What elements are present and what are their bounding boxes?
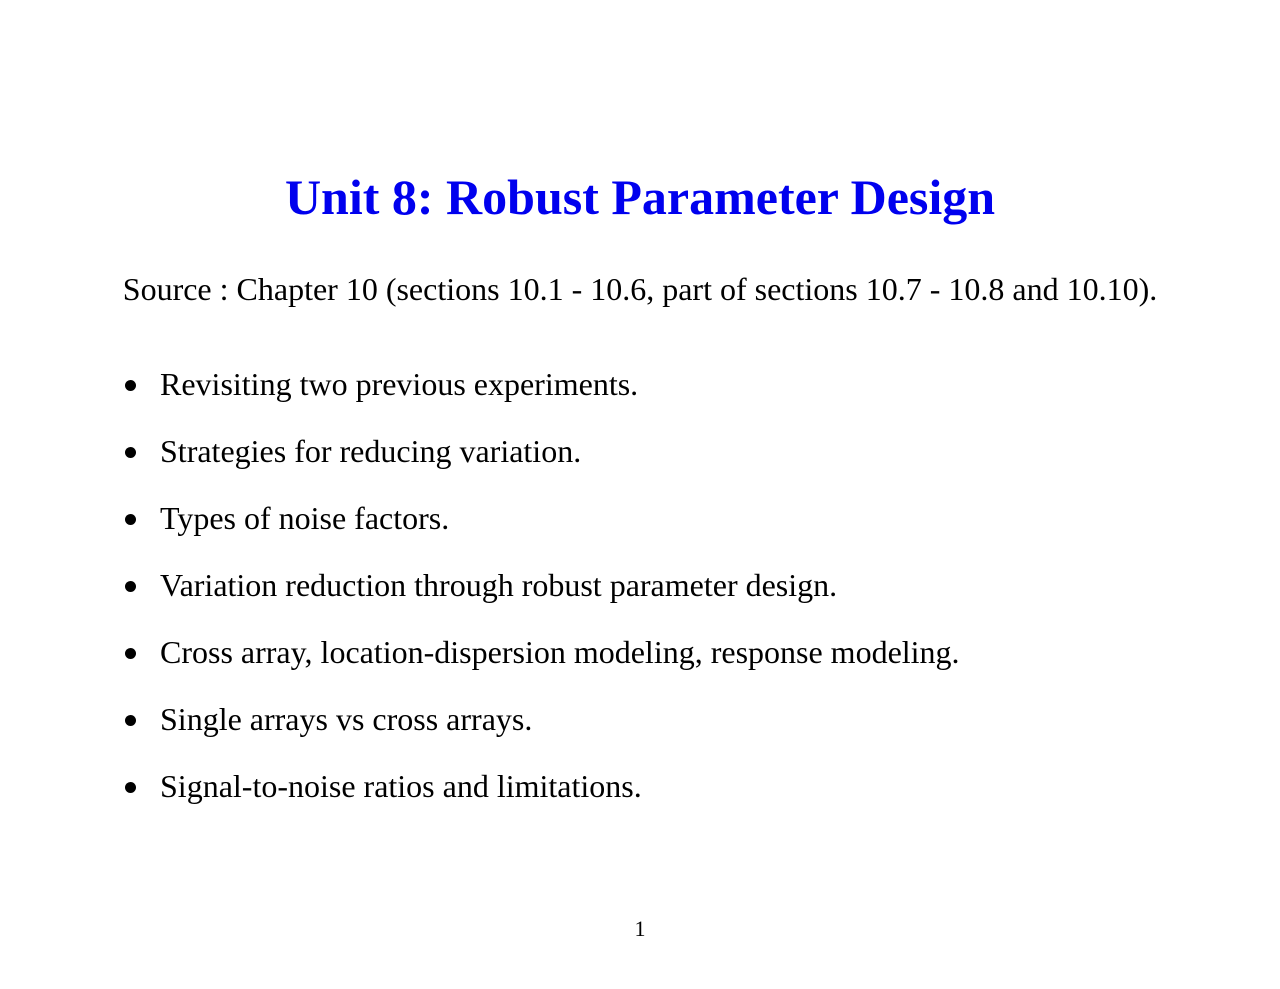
bullet-icon	[125, 514, 136, 525]
list-item-text: Revisiting two previous experiments.	[160, 366, 639, 402]
list-item	[122, 632, 960, 699]
bullet-icon	[125, 648, 136, 659]
list-item-text: Variation reduction through robust parameter design.	[160, 567, 838, 603]
list-item	[122, 766, 960, 833]
bullet-icon	[125, 447, 136, 458]
list-item	[122, 565, 960, 632]
list-item	[122, 699, 960, 766]
list-item	[122, 431, 960, 498]
topic-list	[122, 364, 960, 833]
bullet-icon	[125, 782, 136, 793]
page-number: 1	[634, 916, 646, 941]
slide-title: Unit 8: Robust Parameter Design	[284, 169, 996, 225]
list-item-text: Single arrays vs cross arrays.	[160, 701, 533, 737]
list-item-text: Types of noise factors.	[160, 500, 450, 536]
list-item-text: Signal-to-noise ratios and limitations.	[160, 768, 642, 804]
list-item-text: Strategies for reducing variation.	[160, 433, 582, 469]
list-item-text: Cross array, location-dispersion modeling, response modeling.	[160, 634, 960, 670]
bullet-icon	[125, 380, 136, 391]
bullet-icon	[125, 581, 136, 592]
list-item	[122, 498, 960, 565]
source-line: Source : Chapter 10 (sections 10.1 - 10.6, part of sections 10.7 - 10.8 and 10.10).	[122, 271, 1158, 307]
list-item	[122, 364, 960, 431]
bullet-icon	[125, 715, 136, 726]
